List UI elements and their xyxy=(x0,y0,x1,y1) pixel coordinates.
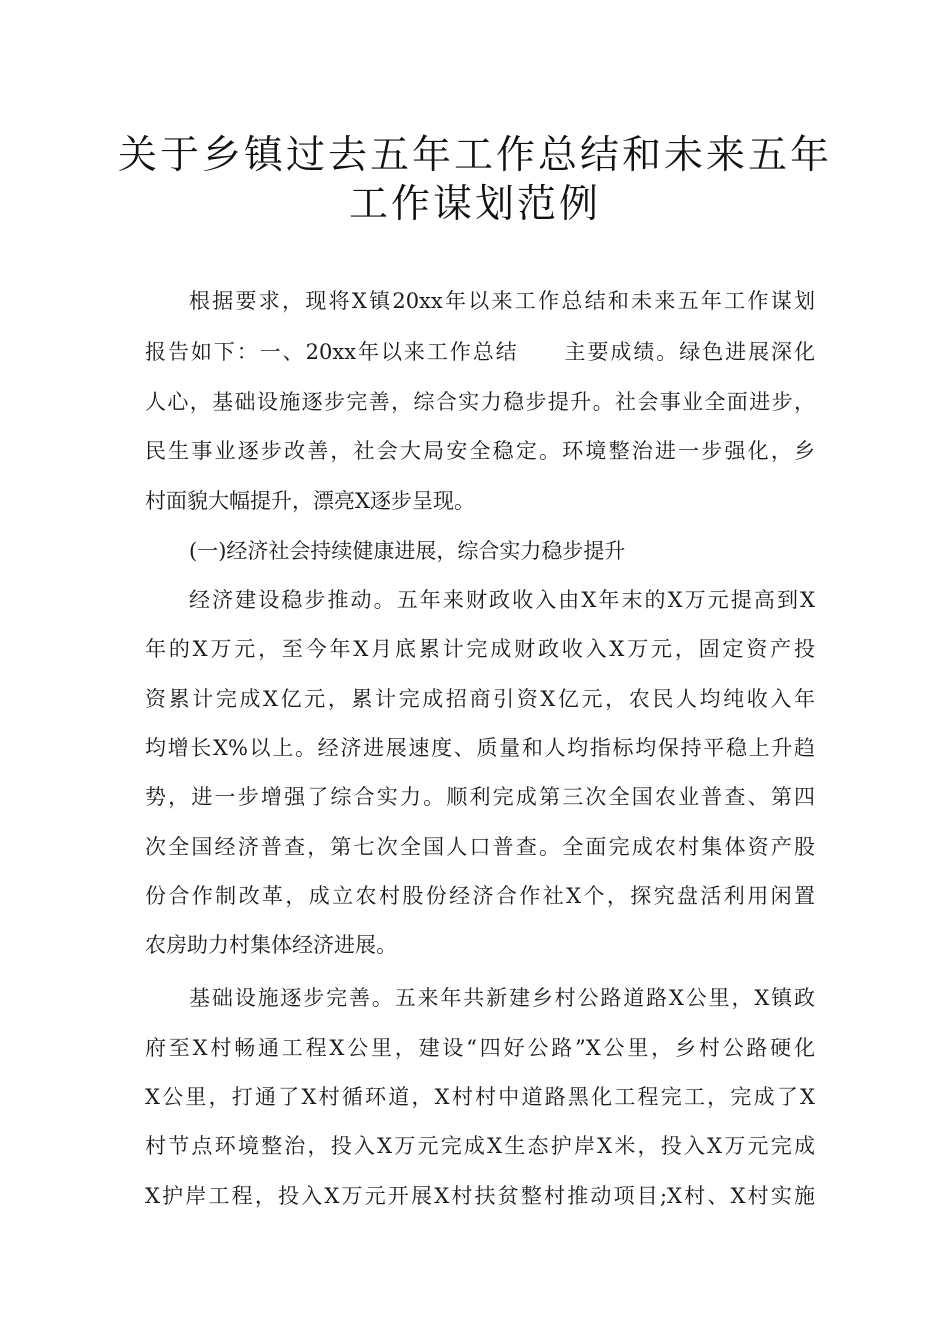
paragraph-line: 资累计完成X亿元，累计完成招商引资X亿元，农民人均纯收入年 xyxy=(145,687,815,711)
paragraph-line: X公里，打通了X村循环道，X村村中道路黑化工程完工，完成了X xyxy=(145,1085,815,1109)
paragraph-line: 均增长X%以上。经济进展速度、质量和人均指标均保持平稳上升趋 xyxy=(145,736,815,760)
paragraph-line: 年的X万元，至今年X月底累计完成财政收入X万元，固定资产投 xyxy=(145,637,815,661)
paragraph-line: 民生事业逐步改善，社会大局安全稳定。环境整治进一步强化，乡 xyxy=(145,439,815,463)
document-title-line-1: 关于乡镇过去五年工作总结和未来五年 xyxy=(117,133,832,178)
paragraph-line: 份合作制改革，成立农村股份经济合作社X个，探究盘活利用闲置 xyxy=(145,884,815,908)
paragraph-line: 根据要求，现将X镇20xx年以来工作总结和未来五年工作谋划 xyxy=(189,289,815,313)
paragraph-line: 基础设施逐步完善。五来年共新建乡村公路道路X公里，X镇政 xyxy=(189,986,815,1010)
paragraph-line: 人心，基础设施逐步完善，综合实力稳步提升。社会事业全面进步， xyxy=(145,390,815,414)
paragraph-line: 村节点环境整治，投入X万元完成X生态护岸X米，投入X万元完成 xyxy=(145,1134,815,1158)
paragraph-line: 势，进一步增强了综合实力。顺利完成第三次全国农业普查、第四 xyxy=(145,785,815,809)
paragraph-line: 次全国经济普查，第七次全国人口普查。全面完成农村集体资产股 xyxy=(145,835,815,859)
paragraph-line: 经济建设稳步推动。五年来财政收入由X年末的X万元提高到X xyxy=(189,588,815,612)
section-heading: (一)经济社会持续健康进展，综合实力稳步提升 xyxy=(189,539,626,563)
paragraph-line: 府至X村畅通工程X公里，建设“四好公路”X公里，乡村公路硬化 xyxy=(145,1036,815,1060)
paragraph-line: 报告如下：一、20xx年以来工作总结 主要成绩。绿色进展深化 xyxy=(145,340,815,364)
paragraph-line: X护岸工程，投入X万元开展X村扶贫整村推动项目;X村、X村实施 xyxy=(145,1184,815,1208)
paragraph-line: 村面貌大幅提升，漂亮X逐步呈现。 xyxy=(145,489,475,513)
document-title-line-2: 工作谋划范例 xyxy=(348,182,601,227)
paragraph-line: 农房助力村集体经济进展。 xyxy=(145,933,397,957)
